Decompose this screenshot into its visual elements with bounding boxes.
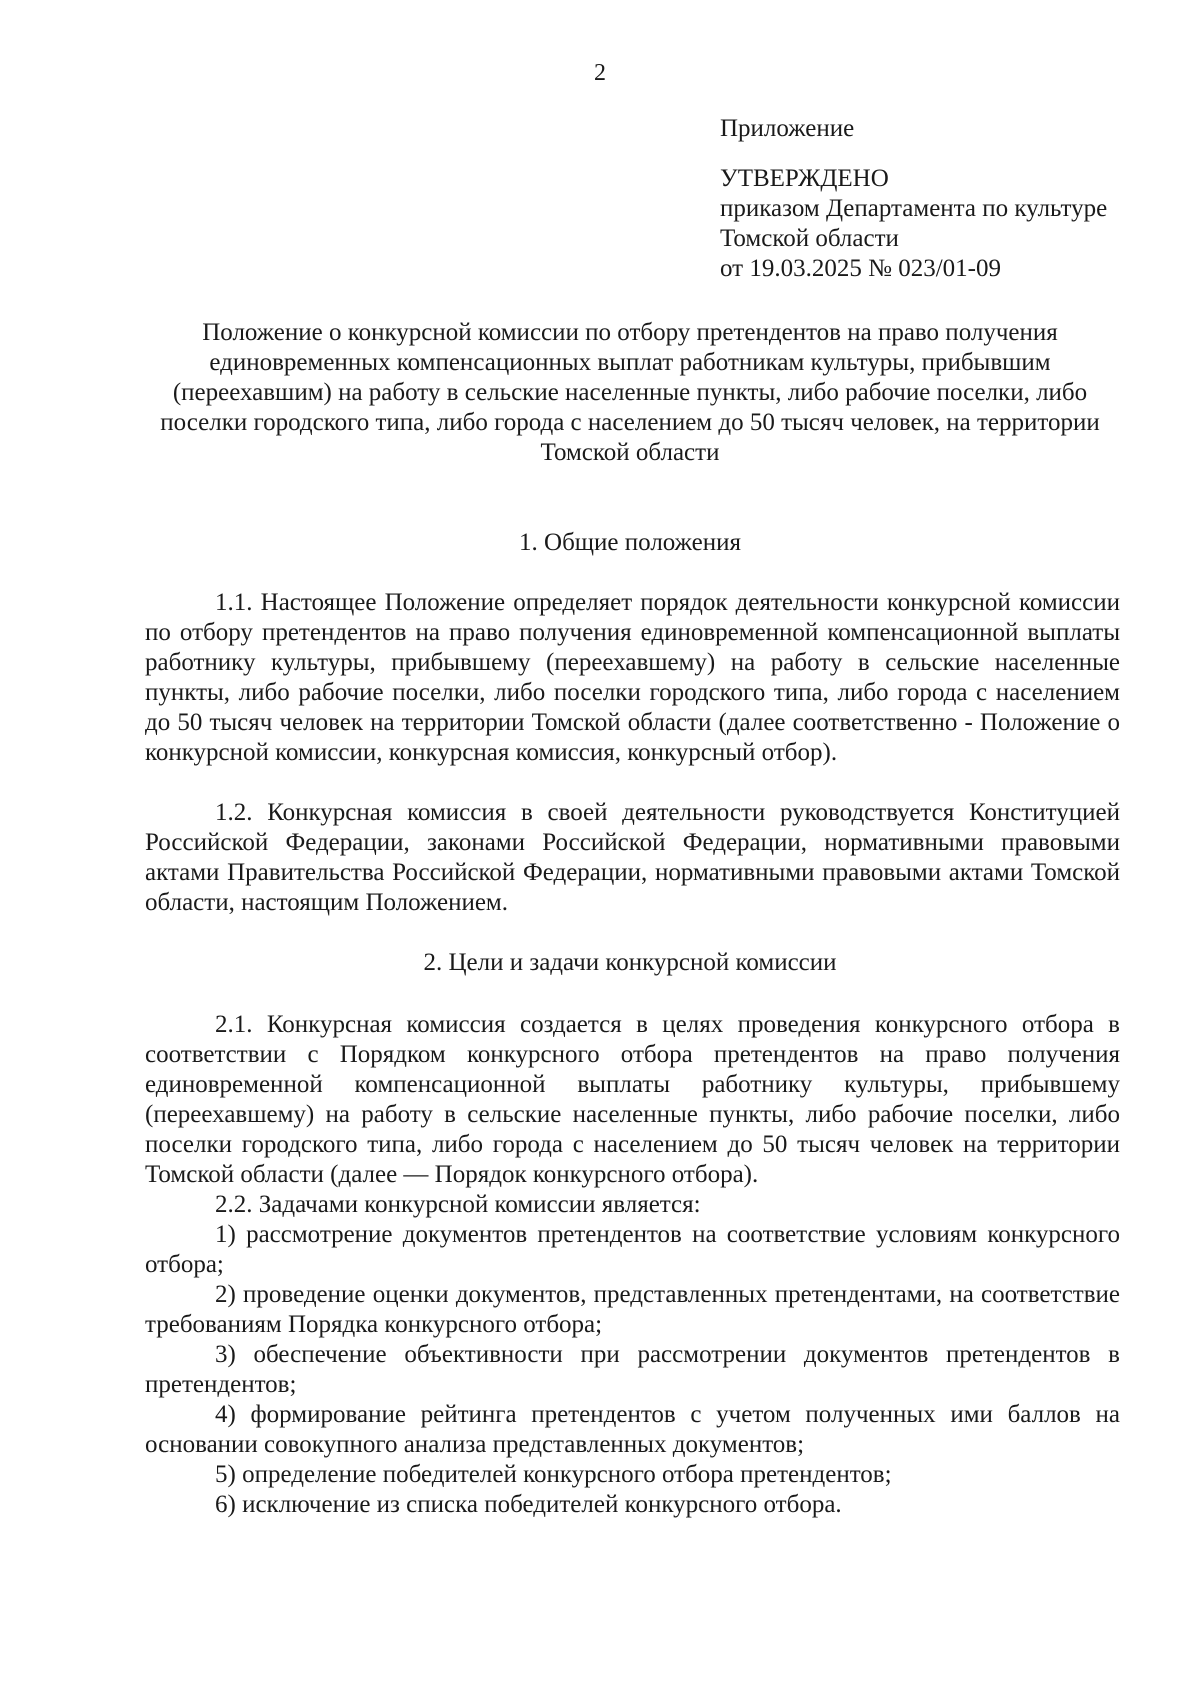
task-item-5: 5) определение победителей конкурсного отбора претендентов; bbox=[215, 1461, 892, 1488]
approval-date-line: от 19.03.2025 № 023/01-09 bbox=[720, 255, 1001, 282]
approval-region-line: Томской области bbox=[720, 225, 899, 252]
appendix-label: Приложение bbox=[720, 115, 855, 142]
paragraph-2-2: 2.2. Задачами конкурсной комиссии является: bbox=[215, 1191, 701, 1218]
paragraph-1-2: 1.2. Конкурсная комиссия в своей деятельности руководствуется Конституцией Российской Федерации, законами Российской Федерации, нормативными правовыми актами Правительства Российской Федерации, нормативными правовыми актами Томской области, настоящим Положением. bbox=[145, 799, 1120, 916]
section-heading-general: 1. Общие положения bbox=[519, 529, 741, 556]
document-title: Положение о конкурсной комиссии по отбору претендентов на право получения единовременных компенсационных выплат работникам культуры, прибывшим (переехавшим) на работу в сельские населенные пункты, либо рабочие поселки, либо поселки городского типа, либо города с населением до 50 тысяч человек, на территории Томской области bbox=[160, 319, 1100, 466]
appendix-block bbox=[720, 114, 1150, 284]
section-heading-goals: 2. Цели и задачи конкурсной комиссии bbox=[423, 949, 837, 976]
approved-label: УТВЕРЖДЕНО bbox=[720, 165, 889, 192]
task-item-3: 3) обеспечение объективности при рассмотрении документов претендентов в претендентов; bbox=[145, 1341, 1120, 1398]
page-number: 2 bbox=[594, 60, 606, 86]
task-item-2: 2) проведение оценки документов, представленных претендентами, на соответствие требованиям Порядка конкурсного отбора; bbox=[145, 1281, 1120, 1338]
task-item-1: 1) рассмотрение документов претендентов на соответствие условиям конкурсного отбора; bbox=[145, 1221, 1120, 1278]
paragraph-2-1: 2.1. Конкурсная комиссия создается в целях проведения конкурсного отбора в соответствии с Порядком конкурсного отбора претендентов на право получения единовременной компенсационной выплаты работнику культуры, прибывшему (переехавшему) на работу в сельские населенные пункты, либо рабочие поселки, либо поселки городского типа, либо города с населением до 50 тысяч человек на территории Томской области (далее — Порядок конкурсного отбора). bbox=[145, 1011, 1120, 1188]
approval-order-line: приказом Департамента по культуре bbox=[720, 195, 1108, 222]
paragraph-1-1: 1.1. Настоящее Положение определяет порядок деятельности конкурсной комиссии по отбору претендентов на право получения единовременной компенсационной выплаты работнику культуры, прибывшему (переехавшему) на работу в сельские населенные пункты, либо рабочие поселки, либо поселки городского типа, либо города с населением до 50 тысяч человек на территории Томской области (далее соответственно - Положение о конкурсной комиссии, конкурсная комиссия, конкурсный отбор). bbox=[145, 589, 1120, 766]
task-item-4: 4) формирование рейтинга претендентов с учетом полученных ими баллов на основании совокупного анализа представленных документов; bbox=[145, 1401, 1120, 1458]
task-item-6: 6) исключение из списка победителей конкурсного отбора. bbox=[215, 1491, 842, 1518]
